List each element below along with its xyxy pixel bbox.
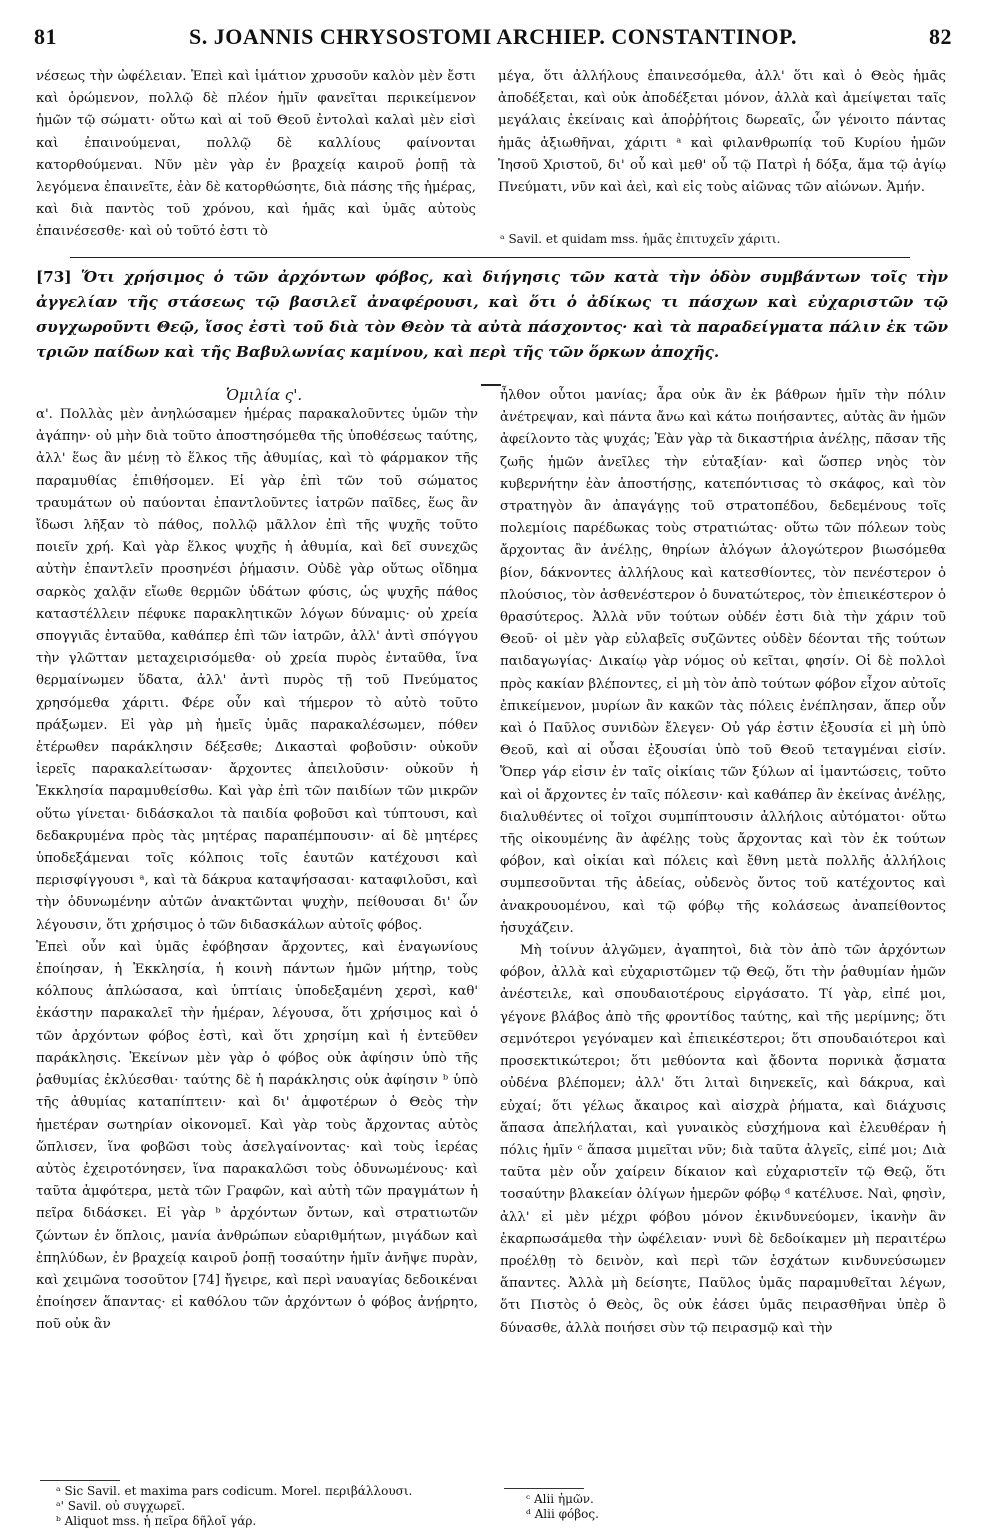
footnote: ᵃ Sic Savil. et maxima pars codicum. Morel. περιβάλλουσι.: [56, 1484, 413, 1498]
top-right-column: [498, 66, 946, 199]
top-footnote: ᵃ Savil. et quidam mss. ἡμᾶς ἐπιτυχεῖν χάριτι.: [500, 232, 781, 246]
summary-text: Ὅτι χρήσιμος ὁ τῶν ἀρχόντων φόβος, καὶ διήγησις τῶν κατὰ τὴν ὁδὸν συμβάντων τοῖς τὴν ἀγγελίαν τῆς στάσεως τῷ βασιλεῖ ἀναφέρουσι, καὶ ὅτι ὁ ἀδίκως τι πάσχων καὶ εὐχαριστῶν τῷ συγχωροῦντι Θεῷ, ἴσος ἐστὶ τοῦ διὰ τὸν Θεὸν τὰ αὐτὰ πάσχοντος· καὶ τὰ παραδείγματα πάλιν ἐκ τῶν τριῶν παίδων καὶ τῆς Βαβυλωνίας καμίνου, καὶ περὶ τῆς τῶν ὅρκων ἀποχῆς.: [36, 268, 948, 361]
footnotes-left: [56, 1484, 476, 1529]
footnote-rule-right: [504, 1488, 584, 1489]
footnote: ᵇ Aliquot mss. ἡ πεῖρα δῆλοῖ γάρ.: [56, 1514, 257, 1528]
running-title: S. JOANNIS CHRYSOSTOMI ARCHIEP. CONSTANTINOP.: [189, 24, 797, 49]
footnotes-right: [526, 1492, 946, 1522]
right-paragraph-2: Μὴ τοίνυν ἀλγῶμεν, ἀγαπητοὶ, διὰ τὸν ἀπὸ τῶν ἀρχόντων φόβον, ἀλλὰ καὶ εὐχαριστῶμεν τῷ Θεῷ, ὅτι τὴν ῥαθυμίαν ἡμῶν ἀνέστειλε, καὶ σπουδαιοτέρους εἰργάσατο. Τί γὰρ, εἰπέ μοι, γέγονε βλάβος ἀπὸ τῆς φροντίδος ταύτης, καὶ τῆς μερίμνης; ὅτι σεμνότεροι γεγόναμεν καὶ ἐπιεικέστεροι; ὅτι σπουδαιότεροι καὶ προσεκτικώτεροι; ὅτι μεθύοντα καὶ ᾄδοντα πορνικὰ ᾄσματα οὐδένα βλέπομεν; ἀλλ' ὅτι λιταὶ διηνεκεῖς, καὶ δάκρυα, καὶ εὐχαί; ὅτι γέλως ἄκαιρος καὶ αἰσχρὰ ῥήματα, καὶ διάχυσις ἅπασα ἀπελήλαται, καὶ γυναικὸς εὐσχήμονα καὶ ἐλευθέραν ἡ πόλις ἡμῖν ᶜ ἅπασα μιμεῖται νῦν; διὰ ταῦτα ἀλγεῖς, εἰπέ μοι; Διὰ ταῦτα μὲν οὖν χαίρειν δίκαιον καὶ εὐχαριστεῖν τῷ Θεῷ, ὅτι τοσαύτην βλακείαν ὀλίγων ἡμερῶν φόβῳ ᵈ κατέλυσε. Ναὶ, φησὶν, ἀλλ' εἰ μὲν μέχρι φόβου μόνον ἐκινδυνεύομεν, ἱκανὴν ἂν ἐκαρπωσάμεθα τὴν ὠφέλειαν· νυνὶ δὲ δεδοίκαμεν μὴ περαιτέρω προέλθῃ τὸ δεινὸν, καὶ περὶ τῶν ἐσχάτων κινδυνεύσωμεν ἅπαντες. Ἀλλὰ μὴ δείσητε, Παῦλος ὑμᾶς παραμυθεῖται λέγων, ὅτι Πιστὸς ὁ Θεὸς, ὃς οὐκ ἐάσει ὑμᾶς πειρασθῆναι ὑπὲρ ὃ δύνασθε, ἀλλὰ ποιήσει σὺν τῷ πειρασμῷ καὶ τὴν: [500, 943, 946, 1336]
top-left-text: νέσεως τὴν ὠφέλειαν. Ἐπεὶ καὶ ἱμάτιον χρυσοῦν καλὸν μὲν ἔστι καὶ ὁρώμενον, πολλῷ δὲ πλέον ἡμῖν φανεῖται περικείμενον ἡμῶν τῷ σώματι· οὕτω καὶ αἱ τοῦ Θεοῦ ἐντολαὶ καλαὶ μὲν εἰσὶ καὶ ἐπαινούμεναι, πολλῷ δὲ καλλίους φαίνονται κατορθούμεναι. Νῦν μὲν γὰρ ἐν βραχείᾳ καιροῦ ῥοπῇ τὰ λεγόμενα ἐπαινεῖτε, ἐὰν δὲ κατορθώσητε, διὰ πάσης τῆς ἡμέρας, καὶ διὰ παντὸς τοῦ χρόνου, καὶ ἡμᾶς καὶ ὑμᾶς αὐτοὺς ἐπαινέσεσθε· καὶ οὐ τοῦτό ἐστι τὸ: [36, 69, 476, 240]
top-right-text: μέγα, ὅτι ἀλλήλους ἐπαινεσόμεθα, ἀλλ' ὅτι καὶ ὁ Θεὸς ἡμᾶς ἀποδέξεται, καὶ οὐκ ἀποδέξεται μόνον, ἀλλὰ καὶ ἀμείψεται ταῖς μεγάλαις ἐκείναις καὶ ἀποῤῥήτοις δωρεαῖς, ὧν γένοιτο πάντας ἡμᾶς ἀξιωθῆναι, χάριτι ᵃ καὶ φιλανθρωπίᾳ τοῦ Κυρίου ἡμῶν Ἰησοῦ Χριστοῦ, δι' οὗ καὶ μεθ' οὗ τῷ Πατρὶ ἡ δόξα, ἅμα τῷ ἁγίῳ Πνεύματι, νῦν καὶ ἀεὶ, καὶ εἰς τοὺς αἰῶνας τῶν αἰώνων. Ἀμήν.: [498, 69, 946, 196]
page-number-left: 81: [34, 24, 57, 49]
summary-number: [73]: [36, 268, 72, 286]
footnote: ᶜ Alii ἡμῶν.: [526, 1492, 594, 1506]
section-divider: [70, 257, 910, 258]
footnote: ᵃ' Savil. οὐ συγχωρεῖ.: [56, 1499, 186, 1513]
bottom-right-column: [500, 385, 946, 1340]
footnote-rule-left: [40, 1480, 120, 1481]
top-left-column: [36, 66, 476, 244]
homily-title: Ὁμιλία ς'.: [226, 386, 303, 404]
summary-rule: [481, 384, 501, 386]
left-paragraph-1: α'. Πολλὰς μὲν ἀνηλώσαμεν ἡμέρας παρακαλοῦντες ὑμῶν τὴν ἀγάπην· οὐ μὴν διὰ τοῦτο ἀποστησόμεθα τῆς ὑποθέσεως ταύτης, ἀλλ' ἕως ἂν μένῃ τὸ ἕλκος τῆς ἀθυμίας, καὶ τὸ φάρμακον τῆς παραμυθίας ἐπιθήσομεν. Εἰ γὰρ ἐπὶ τῶν τοῦ σώματος τραυμάτων οὐ παύονται ἐπαντλοῦντες ἰατρῶν παῖδες, ἕως ἂν ἴδωσι λῆξαν τὸ πάθος, πολλῷ μᾶλλον ἐπὶ τῆς ψυχῆς τοῦτο ποιεῖν χρή. Καὶ γὰρ ἕλκος ψυχῆς ἡ ἀθυμία, καὶ δεῖ συνεχῶς αὐτὴν ἐπαντλεῖν προσηνέσι ῥήμασιν. Οὐδὲ γὰρ οὕτως οἴδημα σαρκὸς χαλᾷν εἴωθε θερμῶν ὑδάτων φύσις, ὡς ψυχῆς πάθος καταστέλλειν πέφυκε παρακλητικῶν λόγων δύναμις· οὐ χρεία σπογγιᾶς ἐνταῦθα, καθάπερ ἐπὶ τῶν ἰατρῶν, ἀλλ' ἀντὶ σπόγγου τὴν γλῶτταν μεταχειρισόμεθα· οὐ χρεία πυρὸς ἐνταῦθα, ἵνα θερμαίνωμεν ὕδατα, ἀλλ' ἀντὶ πυρὸς τῇ τοῦ Πνεύματος χρησόμεθα χάριτι. Φέρε οὖν καὶ τήμερον τὸ αὐτὸ τοῦτο πράξωμεν. Εἰ γὰρ μὴ ἡμεῖς ὑμᾶς παρακαλέσωμεν, πόθεν ἑτέρωθεν παράκλησιν δέξεσθε; Δικασταὶ φοβοῦσιν· οὐκοῦν ἱερεῖς παρακαλείτωσαν· ἄρχοντες ἀπειλοῦσιν· οὐκοῦν ἡ Ἐκκλησία παραμυθείσθω. Καὶ γὰρ ἐπὶ τῶν παιδίων τῶν μικρῶν οὕτω γίνεται· διδάσκαλοι τὰ παιδία φοβοῦσι καὶ τύπτουσι, καὶ δεδακρυμένα πρὸς τὰς μητέρας παραπέμπουσιν· αἱ δὲ μητέρες ὑποδεξάμεναι τοῖς κόλποις τοῖς ἑαυτῶν κατέχουσι καὶ περισφίγγουσι ᵃ, καὶ τὰ δάκρυα καταψήσασαι· καταφιλοῦσι, καὶ τὴν ὀδυνωμένην αὐτῶν ἀνακτῶνται ψυχὴν, πείθουσαι δι' ὧν λέγουσιν, ὅτι χρήσιμος ὁ τῶν διδασκάλων αὐτοῖς φόβος.: [36, 407, 478, 933]
footnote: ᵈ Alii φόβος.: [526, 1507, 599, 1521]
running-header: [34, 24, 952, 58]
left-paragraph-2: Ἐπεὶ οὖν καὶ ὑμᾶς ἐφόβησαν ἄρχοντες, καὶ ἐναγωνίους ἐποίησαν, ἡ Ἐκκλησία, ἡ κοινὴ πάντων ἡμῶν μήτηρ, τοὺς κόλπους ἁπλώσασα, καὶ ὑπτίαις ὑποδεξαμένη χερσὶ, καθ' ἑκάστην παρακαλεῖ τὴν ἡμέραν, λέγουσα, ὅτι χρήσιμος καὶ ὁ τῶν ἀρχόντων φόβος ἐστὶ, καὶ ὅτι χρησίμη καὶ ἡ ἐντεῦθεν παράκλησις. Ἐκείνων μὲν γὰρ ὁ φόβος οὐκ ἀφίησιν ὑπὸ τῆς ῥαθυμίας ἐκλύεσθαι· ταύτης δὲ ἡ παράκλησις οὐκ ἀφίησιν ᵇ ὑπὸ τῆς ἀθυμίας καταπίπτειν· καὶ δι' ἀμφοτέρων ὁ Θεὸς τὴν ἡμετέραν σωτηρίαν οἰκονομεῖ. Καὶ γὰρ τοὺς ἄρχοντας αὐτὸς ὥπλισεν, ἵνα φοβῶσι τοὺς ἀσελγαίνοντας· καὶ τοὺς ἱερέας αὐτὸς ἐχειροτόνησεν, ἵνα παρακαλῶσι τοὺς ὀδυνωμένους· καὶ ταῦτα ἀμφότερα, μετὰ τῶν Γραφῶν, καὶ αὐτὴ τῶν πραγμάτων ἡ πεῖρα διδάσκει. Εἰ γὰρ ᵇ ἀρχόντων ὄντων, καὶ στρατιωτῶν ζώντων ἐν ὅπλοις, μανία ἀνθρώπων εὐαριθμήτων, μιγάδων καὶ ἐπηλύδων, ἐν βραχείᾳ καιροῦ ῥοπῇ τοσαύτην ἡμῖν ἀνῆψε πυρὰν, καὶ χειμῶνα τοσοῦτον [74] ἤγειρε, καὶ περὶ ναυαγίας δεδοικέναι ἐποίησεν ἅπαντας· εἰ καθόλου τῶν ἀρχόντων ὁ φόβος ἀνῄρητο, ποῦ οὐκ ἂν: [36, 939, 478, 1333]
homily-summary: [36, 265, 948, 365]
page-number-right: 82: [929, 24, 952, 49]
bottom-left-column: [36, 404, 478, 1337]
right-paragraph-1: ἦλθον οὗτοι μανίας; ἆρα οὐκ ἂν ἐκ βάθρων ἡμῖν τὴν πόλιν ἀνέτρεψαν, καὶ πάντα ἄνω καὶ κάτω ποιήσαντες, αὐτὰς ἂν ἡμῶν ἀφείλοντο τὰς ψυχάς; Ἐὰν γὰρ τὰ δικαστήρια ἀνέλῃς, πᾶσαν τῆς ζωῆς ἡμῶν ἀνεῖλες τὴν εὐταξίαν· καὶ ὥσπερ νηὸς τὸν κυβερνήτην ἐὰν ἀποστήσῃς, κατεπόντισας τὸ σκάφος, καὶ τὸν στρατηγὸν ἂν ἀπαγάγῃς τοῦ στρατοπέδου, δεδεμένους τοῖς πολεμίοις παρέδωκας τοὺς στρατιώτας· οὕτω τῶν πόλεων τοὺς ἄρχοντας ἂν ἀνέλῃς, θηρίων ἀλόγων ἀλογώτερον βιωσόμεθα βίον, δάκνοντες ἀλλήλους καὶ κατεσθίοντες, τὸν πενέστερον ὁ πλούσιος, τὸν ἀσθενέστερον ὁ δυνατώτερος, τὸν ἐπιεικέστερον ὁ θρασύτερος. Ἀλλὰ νῦν τούτων οὐδέν ἐστι διὰ τὴν χάριν τοῦ Θεοῦ· οἱ μὲν γὰρ εὐλαβεῖς συζῶντες οὐδὲν δέονται τῆς τούτων παιδαγωγίας· Δικαίῳ γὰρ νόμος οὐ κεῖται, φησίν. Οἱ δὲ πολλοὶ πρὸς κακίαν βλέποντες, εἰ μὴ τὸν ἀπὸ τούτων φόβον εἶχον αὐτοῖς ἐπικείμενον, μυρίων ἂν κακῶν τὰς πόλεις ἐνέπλησαν, ἅπερ οὖν καὶ ὁ Παῦλος συνιδὼν ἔλεγεν· Οὐ γάρ ἐστιν ἐξουσία εἰ μὴ ὑπὸ Θεοῦ, καὶ αἱ οὖσαι ἐξουσίαι ὑπὸ τοῦ Θεοῦ τεταγμέναι εἰσίν. Ὅπερ γάρ εἰσιν ἐν ταῖς οἰκίαις τῶν ξύλων αἱ ἱμαντώσεις, τοῦτο καὶ οἱ ἄρχοντες ἐν ταῖς πόλεσιν· καὶ καθάπερ ἂν ἐκείνας ἀνέλῃς, διαλυθέντες οἱ τοῖχοι συμπίπτουσιν ἀλλήλοις αὐτόματοι· οὕτω τῆς οἰκουμένης ἂν ἀφέλῃς τοὺς ἄρχοντας καὶ τὸν ἐκ τούτων φόβον, καὶ οἰκίαι καὶ πόλεις καὶ ἔθνη μετὰ πολλῆς ἀλλήλοις συμπεσοῦνται τῆς ἀδείας, οὐδενὸς ὄντος τοῦ κατέχοντος καὶ ἀνακρουομένου, καὶ τῷ φόβῳ τῆς κολάσεως ἀναπείθοντος ἡσυχάζειν.: [500, 388, 946, 936]
